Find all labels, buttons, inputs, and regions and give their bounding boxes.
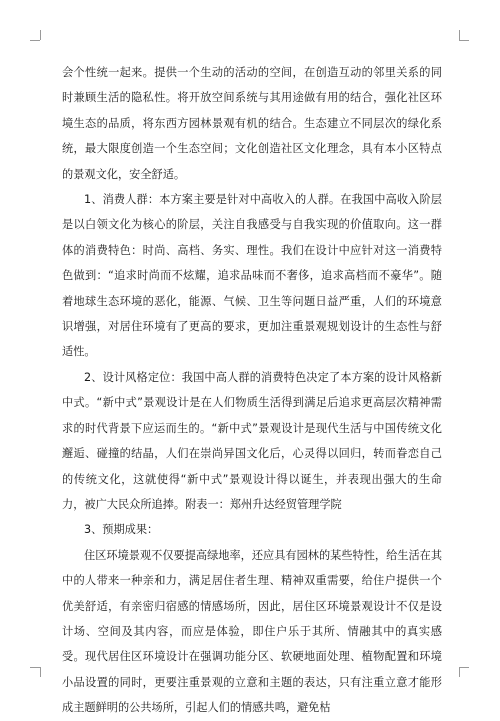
crop-mark-bottom-left-horizontal bbox=[30, 667, 40, 668]
crop-mark-top-right-horizontal bbox=[459, 40, 469, 41]
crop-mark-bottom-left-vertical bbox=[40, 667, 41, 677]
paragraph-residential-environment: 住区环境景观不仅要提高绿地率，还应具有园林的某些特性，给生活在其中的人带来一种亲和力，满足居住者生理、精神双重需要，给住户提供一个优美舒适，有亲密归宿感的情感场所，因此，居住区环境景观设计不仅是设计场、空间及其内容，而应是体验，即住户乐于其所、情融其中的真实感受。现代居住区环境设计在强调功能分区、软硬地面处理、植物配置和环境小品设置的同时，更要注重景观的立意和主题的表达，只有注重立意才能形成主题鲜明的公共场所，引起人们的情感共鸣，避免枯 bbox=[62, 548, 443, 715]
crop-mark-top-left-horizontal bbox=[30, 40, 40, 41]
crop-mark-bottom-right-vertical bbox=[459, 667, 460, 677]
heading-expected-results: 3、预期成果： bbox=[84, 523, 159, 537]
paragraph-intro-continuation: 会个性统一起来。提供一个生动的活动的空间，在创造互动的邻里关系的同时兼顾生活的隐私性。将开放空间系统与其用途做有用的结合，强化社区环境生态的品质，将东西方园林景观有机的结合。生态建立不同层次的绿化系统，最大限度创造一个生态空间；文化创造社区文化理念，具有本小区特点的景观文化，安全舒适。 bbox=[62, 66, 442, 181]
document-body bbox=[62, 60, 442, 721]
paragraph-consumer-group: 1、消费人群：本方案主要是针对中高收入的人群。在我国中高收入阶层是以白领文化为核心的阶层，关注自我感受与自我实现的价值取向。这一群体的消费特色：时尚、高档、务实、理性。我们在设计中应针对这一消费特色做到：“追求时尚而不炫耀，追求品味而不奢侈，追求高档而不豪华”。随着地球生态环境的恶化，能源、气候、卫生等问题日益严重，人们的环境意识增强，对居住环境有了更高的要求，更加注重景观规划设计的生态性与舒适性。 bbox=[62, 193, 442, 359]
paragraph-style-positioning: 2、设计风格定位：我国中高人群的消费特色决定了本方案的设计风格新中式。“新中式”景观设计是在人们物质生活得到满足后追求更高层次精神需求的时代背景下应运而生的。“新中式”景观设计是现代生活与中国传统文化邂逅、碰撞的结晶，人们在崇尚异国文化后，心灵得以回归，转而眷恋自己的传统文化，这就使得“新中式”景观设计得以诞生，并表现出强大的生命力，被广大民众所追捧。附表一：郑州升达经贸管理学院 bbox=[62, 370, 442, 511]
crop-mark-top-right-vertical bbox=[459, 30, 460, 40]
crop-mark-bottom-right-horizontal bbox=[459, 667, 469, 668]
crop-mark-top-left-vertical bbox=[40, 30, 41, 40]
